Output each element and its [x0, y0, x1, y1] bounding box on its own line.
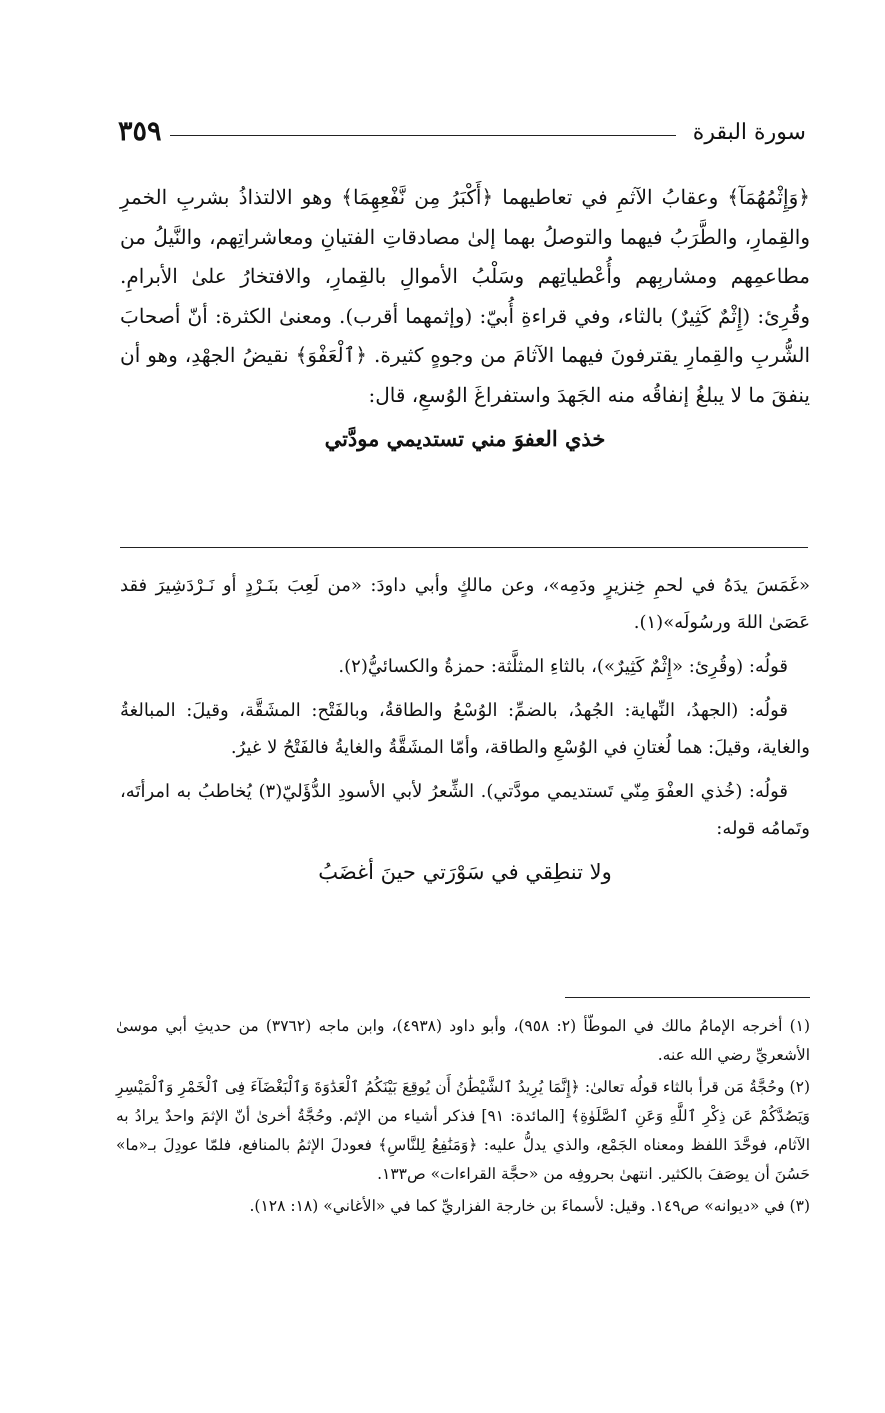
footnote-divider — [565, 997, 810, 998]
commentary-paragraph-4: قولُه: (خُذي العفْوَ مِنّي تَستديمي مودَّتي). الشِّعرُ لأبي الأسودِ الدُّؤَليّ(٣) يُخاطبُ به امرأتَه، وتَمامُه قوله: — [120, 781, 810, 839]
main-text — [120, 178, 810, 459]
footnote-2: (٢) وحُجَّةُ مَن قرأ بالثاء قولُه تعالىٰ: ﴿إِنَّمَا يُرِيدُ ٱلشَّيْطَٰنُ أَن يُوقِعَ بَيْنَكُمُ ٱلْعَدَٰوَةَ وَٱلْبَغْضَآءَ فِى ٱلْخَمْرِ وَٱلْمَيْسِرِ وَيَصُدَّكُمْ عَن ذِكْرِ ٱللَّهِ وَعَنِ ٱلصَّلَوٰةِ﴾ [المائدة: ٩١] فذكر أشياء من الإثم. وحُجَّةُ أخرىٰ أنّ الإثمَ واحدٌ يرادُ به الآثام، فوحَّدَ اللفظ ومعناه الجَمْع، والذي يدلُّ عليه: ﴿وَمَنَٰفِعُ لِلنَّاسِ﴾ فعودلَ الإثمُ بالمنافع، فلمّا عودِلَ بـ«ما» حَسُنَ أن يوصَفَ بالكثير. انتهىٰ بحروفِه من «حجَّة القراءات» ص١٣٣. — [116, 1078, 810, 1183]
footnote-1: (١) أخرجه الإمامُ مالك في الموطّأ (٢: ٩٥٨)، وأبو داود (٤٩٣٨)، وابن ماجه (٣٧٦٢) من حديثِ أبي موسىٰ الأشعريِّ رضي الله عنه. — [116, 1017, 811, 1064]
header-rule — [170, 135, 676, 136]
main-verse: خذي العفوَ مني تستديمي مودَّتي — [324, 426, 606, 451]
footnote-3: (٣) في «ديوانه» ص١٤٩. وقيل: لأسماءَ بن خارجة الفزاريِّ كما في «الأغاني» (١٨: ١٢٨). — [249, 1197, 810, 1215]
running-title: سورة البقرة — [692, 120, 806, 145]
main-paragraph: ﴿وَإِثْمُهُمَآ﴾ وعقابُ الآثمِ في تعاطيهما ﴿أَكْبَرُ مِن نَّفْعِهِمَا﴾ وهو الالتذاذُ بشربِ الخمرِ والقِمارِ، والطَّرَبُ فيهما والتوصلُ بهما إلىٰ مصادقاتِ الفتيانِ ومعاشراتِهم، والنَّيلُ من مطاعمِهم ومشاربِهم وأُعْطياتِهم وسَلْبُ الأموالِ بالقِمارِ، والافتخارُ علىٰ الأبرامِ. وقُرِئ: (إِثْمٌ كَثِيرٌ) بالثاء، وفي قراءةِ أُبيّ: (وإثمهما أقرب). ومعنىٰ الكثرة: أنّ أصحابَ الشُّربِ والقِمارِ يقترفونَ فيهما الآثامَ من وجوهٍ كثيرة. ﴿ٱلْعَفْوَ﴾ نقيضُ الجهْدِ، وهو أن ينفقَ ما لا يبلغُ إنفاقُه منه الجَهدَ واستفراغَ الوُسعِ، قال: — [120, 185, 810, 407]
page-number: ٣٥٩ — [118, 116, 162, 147]
page-header — [118, 116, 806, 156]
commentary-paragraph-3: قولُه: (الجهدُ، النِّهاية: الجُهدُ، بالضمِّ: الوُسْعُ والطاقةُ، وبالفَتْح: المشَقَّة، وقيلَ: المبالغةُ والغاية، وقيلَ: هما لُغتانِ في الوُسْعِ والطاقة، وأمّا المشَقَّةُ والغايةُ فالفَتْحُ لا غيرُ. — [120, 700, 810, 758]
commentary-verse: ولا تنطِقي في سَوْرَتي حينَ أغضَبُ — [318, 860, 612, 884]
commentary — [120, 567, 810, 898]
commentary-paragraph-1: «غَمَسَ يدَهُ في لحمِ خِنزيرٍ ودَمِه»، وعن مالكٍ وأبي داودَ: «من لَعِبَ بنَـرْدٍ أو نَـرْدَشِيرَ فقد عَصَىٰ اللهَ ورسُولَه»(١). — [120, 575, 810, 633]
footnotes — [116, 1012, 810, 1224]
section-divider — [120, 547, 808, 548]
commentary-paragraph-2: قولُه: (وقُرِئ: «إِثْمٌ كَثِيرٌ»)، بالثاءِ المثلَّثة: حمزةُ والكسائيُّ(٢). — [338, 656, 788, 677]
